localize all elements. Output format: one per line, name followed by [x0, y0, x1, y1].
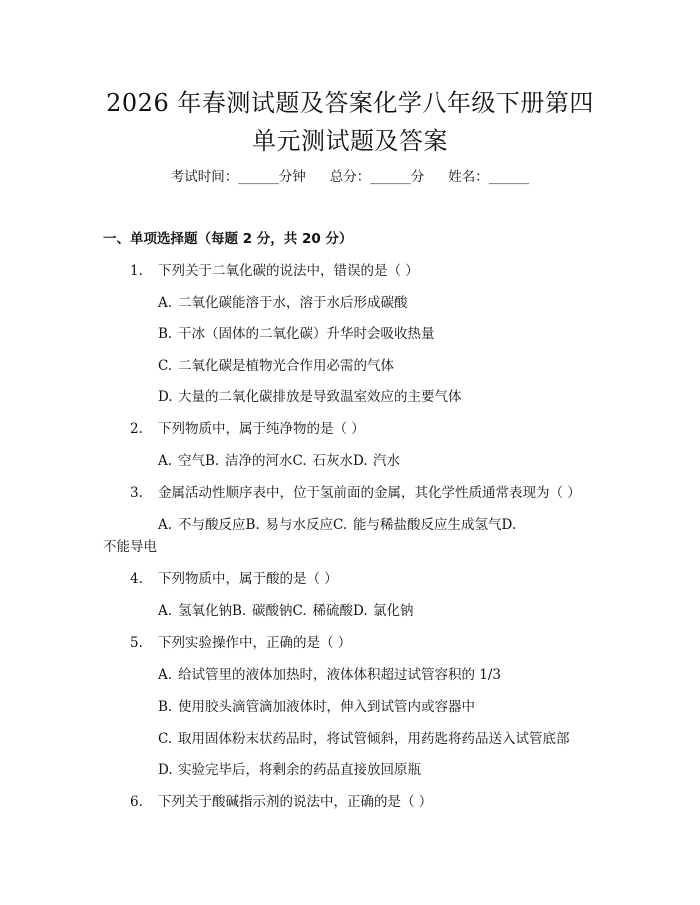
page-title-line1: 2026 年春测试题及答案化学八年级下册第四 — [106, 89, 594, 117]
option-label: A. — [158, 667, 173, 683]
option-label: A. — [158, 295, 173, 311]
option — [232, 603, 293, 619]
option-text: 二氧化碳能溶于水，溶于水后形成碳酸 — [178, 295, 408, 311]
option-text: 取用固体粉末状药品时，将试管倾斜，用药匙将药品送入试管底部 — [178, 731, 570, 747]
option — [158, 665, 501, 685]
option-text: 碳酸钠 — [252, 603, 293, 619]
option — [353, 453, 400, 469]
option-label: D. — [353, 603, 368, 619]
option-text: 石灰水 — [312, 453, 353, 469]
option-label: C. — [158, 358, 173, 374]
option-label: A. — [158, 453, 173, 469]
option — [158, 387, 462, 407]
option-text: 给试管里的液体加热时，液体体积超过试管容积的 1/3 — [178, 667, 502, 683]
time-field: 考试时间：______分钟 — [170, 169, 306, 185]
option-label: D. — [353, 453, 368, 469]
question-number: 2. — [130, 421, 143, 437]
option — [293, 453, 354, 469]
section-heading: 一、单项选择题（每题 2 分，共 20 分） — [103, 231, 353, 247]
question-number: 5. — [130, 635, 143, 651]
option — [333, 517, 502, 533]
option-text: 汽水 — [373, 453, 400, 469]
question-number: 6. — [130, 794, 143, 810]
question-5 — [130, 633, 351, 653]
option — [246, 517, 334, 533]
option-label: D. — [501, 517, 517, 533]
question-number: 4. — [130, 571, 143, 587]
option — [158, 453, 205, 469]
option-label: B. — [232, 603, 247, 619]
name-field: 姓名：______ — [448, 169, 530, 185]
question-text: 下列关于二氧化碳的说法中，错误的是（ ） — [158, 263, 419, 279]
option-text: 氢氧化钠 — [178, 603, 232, 619]
option — [158, 697, 475, 717]
question-text: 金属活动性顺序表中，位于氢前面的金属，其化学性质通常表现为（ ） — [158, 485, 581, 501]
question-6 — [130, 792, 432, 812]
option — [158, 324, 435, 344]
option-text: 易与水反应 — [265, 517, 333, 533]
option-label: B. — [205, 453, 220, 469]
option-wrap-text: 不能导电 — [103, 539, 157, 555]
option — [205, 453, 293, 469]
option — [158, 603, 232, 619]
option-label: A. — [158, 603, 173, 619]
option-text: 洁净的河水 — [225, 453, 293, 469]
option — [293, 603, 354, 619]
question-text: 下列关于酸碱指示剂的说法中，正确的是（ ） — [158, 794, 433, 810]
option-label: B. — [245, 517, 260, 533]
question-2 — [130, 419, 365, 439]
option-text: 能与稀盐酸反应生成氢气 — [353, 517, 502, 533]
page-title-line2: 单元测试题及答案 — [252, 127, 448, 155]
option-label: C. — [333, 517, 348, 533]
option-text: 二氧化碳是植物光合作用必需的气体 — [178, 358, 394, 374]
option-text: 氯化钠 — [373, 603, 414, 619]
option-label: B. — [158, 699, 173, 715]
option-label: C. — [158, 731, 173, 747]
option-text: 干冰（固体的二氧化碳）升华时会吸收热量 — [178, 326, 435, 342]
option-text: 不与酸反应 — [178, 517, 246, 533]
option — [158, 356, 394, 376]
option-label: B. — [158, 326, 173, 342]
question-text: 下列物质中，属于酸的是（ ） — [158, 571, 338, 587]
option-label: C. — [292, 453, 307, 469]
option — [502, 517, 522, 533]
option-text: 实验完毕后，将剩余的药品直接放回原瓶 — [178, 762, 421, 778]
question-number: 1. — [130, 263, 143, 279]
option-text: 稀硫酸 — [312, 603, 353, 619]
option — [158, 729, 570, 749]
option — [158, 293, 408, 313]
option-text: 空气 — [178, 453, 205, 469]
option — [353, 603, 414, 619]
question-1 — [130, 261, 419, 281]
option — [158, 760, 421, 780]
score-field: 总分：______分 — [329, 169, 425, 185]
option-label: D. — [158, 762, 173, 778]
options-row — [158, 451, 400, 471]
question-3 — [130, 483, 581, 503]
option-text: 使用胶头滴管滴加液体时，伸入到试管内或容器中 — [178, 699, 475, 715]
option-label: C. — [292, 603, 307, 619]
options-row — [158, 515, 522, 535]
question-number: 3. — [130, 485, 143, 501]
exam-meta — [0, 167, 700, 187]
question-text: 下列物质中，属于纯净物的是（ ） — [158, 421, 365, 437]
option-label: D. — [158, 389, 173, 405]
question-4 — [130, 569, 338, 589]
question-text: 下列实验操作中，正确的是（ ） — [158, 635, 352, 651]
options-row — [158, 601, 414, 621]
option-label: A. — [158, 517, 173, 533]
option-text: 大量的二氧化碳排放是导致温室效应的主要气体 — [178, 389, 462, 405]
option — [158, 517, 246, 533]
